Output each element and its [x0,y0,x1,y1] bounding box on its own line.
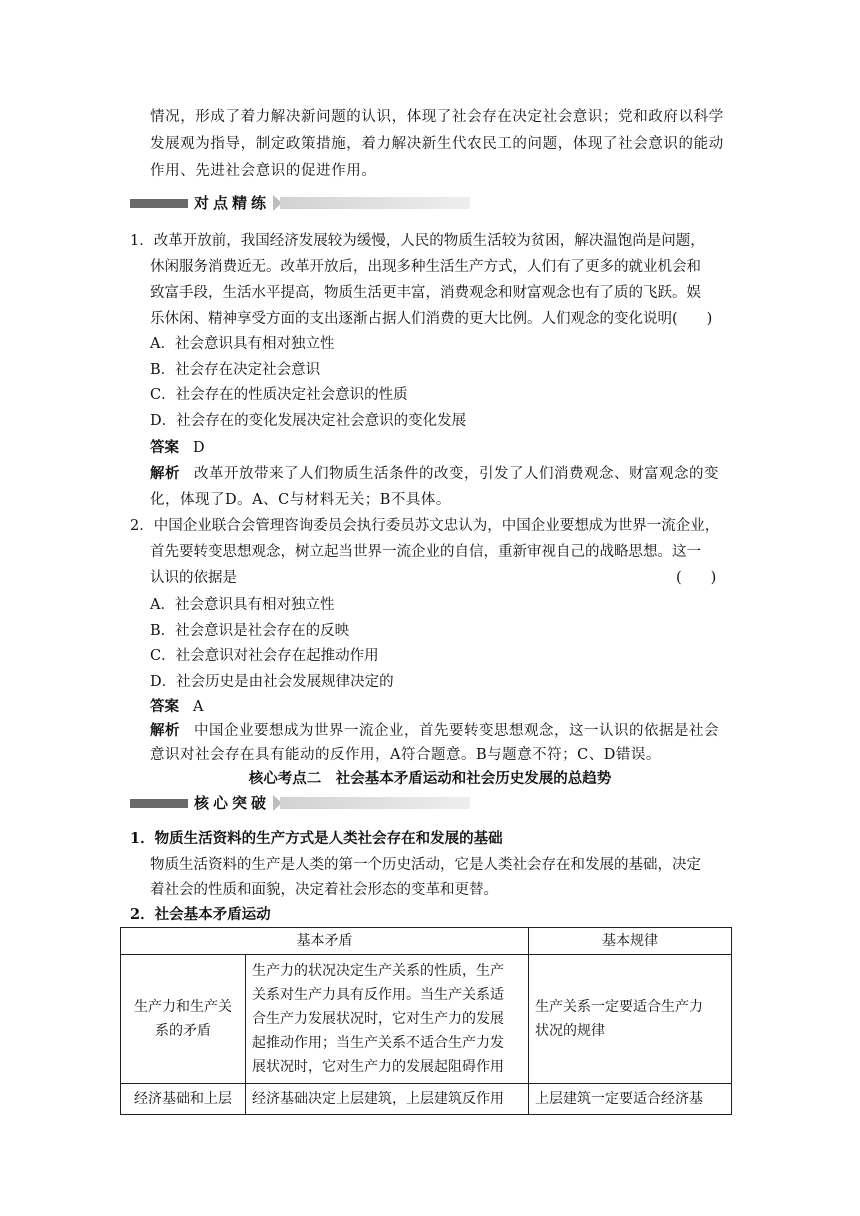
q1-option-b: B．社会存在决定社会意识 [150,362,321,378]
q2-answer-paren: ( ) [676,570,717,586]
q1-line-1: 1．改革开放前，我国经济发展较为缓慢，人民的物质生活较为贫困，解决温饱尚是问题， [130,233,705,249]
bar-light-block [280,797,470,809]
q1-analysis-line-2: 化，体现了D。A、C与材料无关；B不具体。 [150,492,451,508]
q2-line-2: 首先要转变思想观念，树立起当世界一流企业的自信，重新审视自己的战略思想。这一 [150,544,701,560]
point1-line-2: 着社会的性质和面貌，决定着社会形态的变革和更替。 [150,882,498,898]
intro-line-2: 发展观为指导，制定政策措施，着力解决新生代农民工的问题，体现了社会意识的能动 [150,136,724,152]
q1-line-3: 致富手段，生活水平提高，物质生活更丰富，消费观念和财富观念也有了质的飞跃。娱 [150,285,701,301]
intro-line-1: 情况，形成了着力解决新问题的认识，体现了社会存在决定社会意识；党和政府以科学 [150,109,724,125]
point2-heading: 2．社会基本矛盾运动 [130,906,271,923]
bar-dark-block [130,199,188,208]
analysis-label: 解析 [150,465,180,482]
section-title: 核心考点二 社会基本矛盾运动和社会历史发展的总趋势 [248,770,612,787]
contradiction-table [120,927,732,1115]
header-basic-contradiction: 基本矛盾 [121,928,529,955]
analysis-text: 中国企业要想成为世界一流企业，首先要转变思想观念，这一认识的依据是社会 [194,723,719,739]
row1-name: 生产力和生产关 系的矛盾 [121,955,246,1084]
q1-option-d: D．社会存在的变化发展决定社会意识的变化发展 [150,413,467,429]
bar-dark-block [130,799,188,808]
q2-option-c: C．社会意识对社会存在起推动作用 [150,648,379,664]
table-row [121,1084,732,1115]
q2-analysis-line-2: 意识对社会存在具有能动的反作用，A符合题意。B与题意不符；C、D错误。 [150,747,661,763]
table-row [121,955,732,1084]
bar-light-block [280,197,470,209]
q2-answer [150,696,203,718]
section-bar-practice [130,192,475,214]
q1-line-4: 乐休闲、精神享受方面的支出逐渐占据人们消费的更大比例。人们观念的变化说明( ) [150,311,713,327]
q2-analysis-line-1 [150,720,719,742]
q1-answer [150,437,205,459]
answer-value: D [193,440,205,456]
analysis-text: 改革开放带来了人们物质生活条件的改变，引发了人们消费观念、财富观念的变 [194,466,719,482]
row2-name: 经济基础和上层 [121,1084,246,1115]
q2-option-a: A．社会意识具有相对独立性 [150,597,335,613]
header-basic-law: 基本规律 [529,928,732,955]
point1-heading: 1．物质生活资料的生产方式是人类社会存在和发展的基础 [130,830,503,847]
row2-law: 上层建筑一定要适合经济基 [529,1084,732,1115]
q1-line-2: 休闲服务消费近无。改革开放后，出现多种生活生产方式，人们有了更多的就业机会和 [150,259,701,275]
q2-option-b: B．社会意识是社会存在的反映 [150,623,350,639]
answer-label: 答案 [150,439,179,456]
q2-line-1: 2．中国企业联合会管理咨询委员会执行委员苏文忠认为，中国企业要想成为世界一流企业， [130,518,720,534]
row2-description: 经济基础决定上层建筑，上层建筑反作用 [246,1084,529,1115]
q1-analysis-line-1 [150,463,719,485]
point1-line-1: 物质生活资料的生产是人类的第一个历史活动，它是人类社会存在和发展的基础，决定 [150,857,701,873]
answer-value: A [193,699,204,715]
section-bar-core [130,792,475,814]
section-bar-label: 对点精练 [194,194,271,212]
analysis-label: 解析 [150,722,180,739]
q2-line-3: 认识的依据是 [150,570,237,586]
section-bar-label: 核心突破 [194,794,271,812]
table-header-row [121,928,732,955]
row1-description: 生产力的状况决定生产关系的性质，生产 关系对生产力具有反作用。当生产关系适 合生产力发展状况时，它对生产力的发展 起推动作用；当生产关系不适合生产力发 展状况时，它对生产力的发展起阻碍作用 [246,955,529,1084]
q1-option-a: A．社会意识具有相对独立性 [150,336,335,352]
answer-label: 答案 [150,698,179,715]
row1-law: 生产关系一定要适合生产力 状况的规律 [529,955,732,1084]
q2-option-d: D．社会历史是由社会发展规律决定的 [150,674,394,690]
intro-line-3: 作用、先进社会意识的促进作用。 [150,163,377,179]
q1-option-c: C．社会存在的性质决定社会意识的性质 [150,387,408,403]
